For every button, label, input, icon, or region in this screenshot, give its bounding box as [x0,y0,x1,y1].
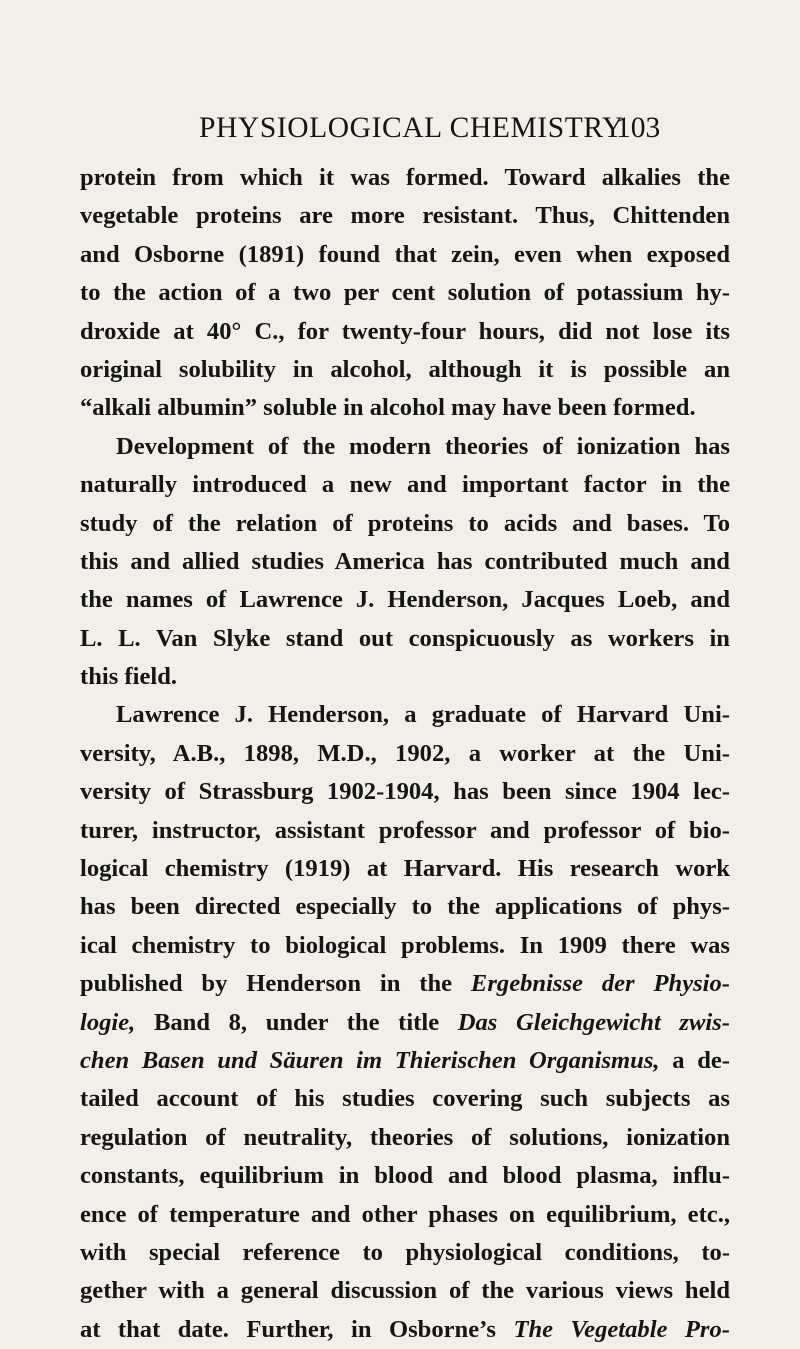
text-line: this and allied studies America has contributed much and [80,547,730,575]
body-text [80,159,730,1349]
paragraph-first-line: Lawrence J. Henderson, a graduate of Harvard Uni- [116,701,730,729]
text-run: at that date. Further, in Osborne’s [80,1315,514,1343]
text-run: Band 8, under the title [135,1008,458,1036]
text-line: with special reference to physiological conditions, to- [80,1238,730,1266]
text-line: vegetable proteins are more resistant. Thus, Chittenden [80,202,730,230]
italic-title: The Vegetable Pro- [513,1315,730,1343]
italic-title: Das Gleichgewicht zwis- [457,1008,730,1036]
text-line: ence of temperature and other phases on equilibrium, etc., [80,1200,730,1228]
text-line: original solubility in alcohol, although it is possible an [80,355,730,383]
text-line [80,965,730,1003]
text-line [80,1004,730,1042]
text-line: turer, instructor, assistant professor and professor of bio- [80,816,730,844]
text-line [80,1042,730,1080]
text-line: L. L. Van Slyke stand out conspicuously as workers in [80,624,730,652]
text-line: constants, equilibrium in blood and blood plasma, influ- [80,1162,730,1190]
text-run: published by Henderson in the [80,970,471,998]
text-run: a de- [659,1046,730,1074]
text-line: tailed account of his studies covering such subjects as [80,1085,730,1113]
text-line: protein from which it was formed. Toward alkalies the [80,164,730,191]
text-line: this field. [80,663,178,691]
italic-title: Ergebnisse der Physio- [470,970,730,998]
text-line: droxide at 40° C., for twenty-four hours, did not lose its [80,317,730,345]
text-line: gether with a general discussion of the various views held [80,1277,730,1305]
text-line: has been directed especially to the applications of phys- [80,893,730,921]
text-line: logical chemistry (1919) at Harvard. His research work [80,855,730,883]
text-line: to the action of a two per cent solution of potassium hy- [80,279,730,307]
page-number: 103 [616,112,661,144]
running-head-title: PHYSIOLOGICAL CHEMISTRY [199,112,624,144]
text-line: the names of Lawrence J. Henderson, Jacques Loeb, and [80,586,730,614]
text-line: ical chemistry to biological problems. In 1909 there was [80,931,730,959]
running-head [0,106,800,150]
italic-title: chen Basen und Säuren im Thierischen Organismus, [80,1046,660,1074]
text-line: versity of Strassburg 1902-1904, has been since 1904 lec- [80,778,730,806]
paragraph-first-line: Development of the modern theories of ionization has [116,432,730,460]
text-line [80,1311,730,1349]
text-line: study of the relation of proteins to acids and bases. To [80,509,730,537]
text-line: and Osborne (1891) found that zein, even when exposed [80,240,730,268]
text-line: versity, A.B., 1898, M.D., 1902, a worker at the Uni- [80,739,730,767]
text-line: “alkali albumin” soluble in alcohol may have been formed. [80,394,696,422]
text-line: regulation of neutrality, theories of solutions, ionization [80,1123,730,1151]
italic-title: logie, [80,1008,136,1036]
text-line: naturally introduced a new and important factor in the [80,471,730,499]
